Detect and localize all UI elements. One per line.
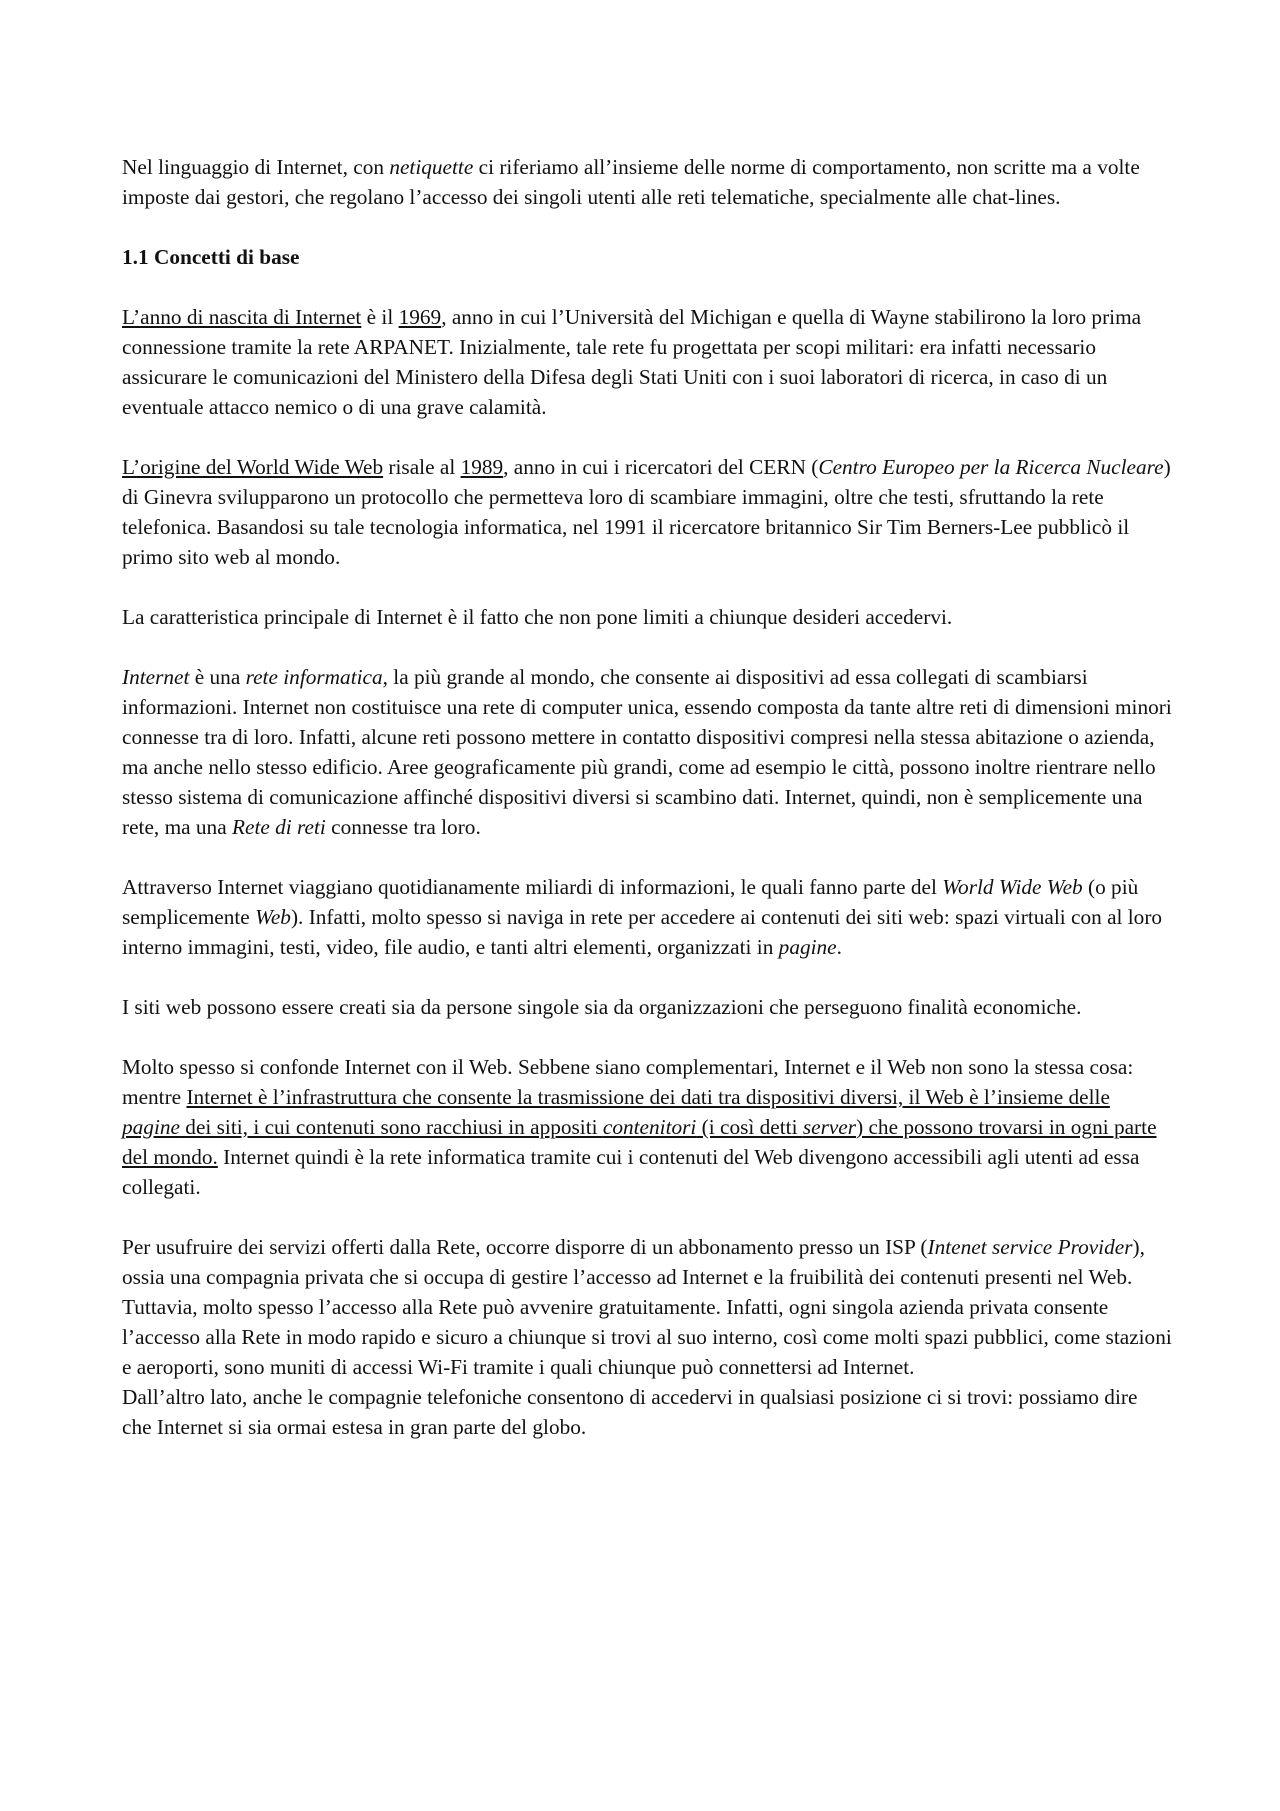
intro-paragraph: [122, 152, 1172, 212]
underlined-text: Internet è l’infrastruttura che consente la trasmissione dei dati tra dispositivi diversi, il Web è l’insieme delle: [186, 1085, 1110, 1109]
underlined-text: dei siti, i cui contenuti sono racchiusi in appositi: [179, 1115, 603, 1139]
underlined-text: L’origine del World Wide Web: [122, 455, 384, 479]
italic-term: rete informatica: [245, 665, 383, 689]
underlined-text: L’anno di nascita di Internet: [122, 305, 362, 329]
section-heading: 1.1 Concetti di base: [122, 245, 300, 269]
italic-term: Intenet service Provider: [927, 1235, 1133, 1259]
underlined-year: 1969: [398, 305, 442, 329]
italic-term: Centro Europeo per la Ricerca Nucleare: [818, 455, 1164, 479]
text-run: , anno in cui l’Università del Michigan e quella di Wayne stabilirono la loro prima connessione tramite la rete ARPANET. Inizialmente, tale rete fu progettata per scopi militari: era infatti necessario assicurare le comunicazioni del Ministero della Difesa degli Stati Uniti con i suoi laboratori di ricerca, in caso di un eventuale attacco nemico o di una grave calamità.: [122, 305, 1142, 419]
paragraph-internet-birth: [122, 302, 1172, 422]
document-body: [122, 152, 1172, 1472]
paragraph-www-origin: [122, 452, 1172, 572]
text-run: , la più grande al mondo, che consente ai dispositivi ad essa collegati di scambiarsi informazioni. Internet non costituisce una rete di computer unica, essendo composta da tante altre reti di dimensioni minori connesse tra di loro. Infatti, alcune reti possono mettere in contatto dispositivi compresi nella stessa abitazione o azienda, ma anche nello stesso edificio. Aree geograficamente più grandi, come ad esempio le città, possono inoltre rientrare nello stesso sistema di comunicazione affinché dispositivi diversi si scambino dati. Internet, quindi, non è semplicemente una rete, ma una: [122, 665, 1172, 839]
italic-term: netiquette: [389, 155, 474, 179]
text-run: Per usufruire dei servizi offerti dalla Rete, occorre disporre di un abbonamento presso un ISP (: [122, 1235, 928, 1259]
underlined-italic-term: contenitori: [602, 1115, 697, 1139]
text-run: risale al: [383, 455, 461, 479]
text-run: è il: [361, 305, 399, 329]
underlined-italic-term: pagine: [122, 1115, 180, 1139]
paragraph-internet-vs-web: [122, 1052, 1172, 1202]
text-run: ) di Ginevra svilupparono un protocollo che permetteva loro di scambiare immagini, oltre che testi, sfruttando la rete telefonica. Basandosi su tale tecnologia informatica, nel 1991 il ricercatore britannico Sir Tim Berners-Lee pubblicò il primo sito web al mondo.: [122, 455, 1171, 569]
text-run: (o più semplicemente: [122, 875, 1139, 929]
paragraph-world-wide-web: [122, 872, 1172, 962]
italic-term: pagine: [778, 935, 837, 959]
text-run: Nel linguaggio di Internet, con: [122, 155, 390, 179]
underlined-text: (i così detti: [696, 1115, 803, 1139]
italic-term: Rete di reti: [231, 815, 326, 839]
text-run: connesse tra loro.: [325, 815, 481, 839]
text-run: ), ossia una compagnia privata che si occupa di gestire l’accesso ad Internet e la fruibilità dei contenuti presenti nel Web. Tuttavia, molto spesso l’accesso alla Rete può avvenire gratuitamente. Infatti, ogni singola azienda privata consente l’accesso alla Rete in modo rapido e sicuro a chiunque si trovi al suo interno, così come molti spazi pubblici, come stazioni e aeroporti, sono muniti di accessi Wi-Fi tramite i quali chiunque può connettersi ad Internet.: [122, 1235, 1172, 1379]
italic-term: World Wide Web: [942, 875, 1083, 899]
paragraph-telephone-companies: Dall’altro lato, anche le compagnie telefoniche consentono di accedervi in qualsiasi posizione ci si trovi: possiamo dire che Internet si sia ormai estesa in gran parte del globo.: [122, 1385, 1138, 1439]
italic-term: Web: [255, 905, 291, 929]
text-run: Internet quindi è la rete informatica tramite cui i contenuti del Web divengono accessibili agli utenti ad essa collegati.: [122, 1145, 1140, 1199]
underlined-year: 1989: [460, 455, 504, 479]
underlined-text: ) che possono trovarsi in ogni parte del mondo.: [122, 1115, 1157, 1169]
text-run: , anno in cui i ricercatori del CERN (: [503, 455, 819, 479]
text-run: .: [836, 935, 842, 959]
text-run: ). Infatti, molto spesso si naviga in rete per accedere ai contenuti dei siti web: spazi virtuali con al loro interno immagini, testi, video, file audio, e tanti altri elementi, organizzati in: [122, 905, 1163, 959]
text-run: è una: [189, 665, 246, 689]
underlined-italic-term: server: [802, 1115, 857, 1139]
paragraph-isp: [122, 1232, 1172, 1382]
text-run: Molto spesso si confonde Internet con il Web. Sebbene siano complementari, Internet e il Web non sono la stessa cosa: mentre: [122, 1055, 1134, 1109]
italic-term: Internet: [122, 665, 190, 689]
paragraph-websites: I siti web possono essere creati sia da persone singole sia da organizzazioni che perseguono finalità economiche.: [122, 995, 1082, 1019]
paragraph-internet-definition: [122, 662, 1172, 842]
paragraph-main-feature: La caratteristica principale di Internet è il fatto che non pone limiti a chiunque desideri accedervi.: [122, 605, 953, 629]
text-run: Attraverso Internet viaggiano quotidianamente miliardi di informazioni, le quali fanno parte del: [122, 875, 943, 899]
text-run: ci riferiamo all’insieme delle norme di comportamento, non scritte ma a volte imposte dai gestori, che regolano l’accesso dei singoli utenti alle reti telematiche, specialmente alle chat-lines.: [122, 155, 1140, 209]
